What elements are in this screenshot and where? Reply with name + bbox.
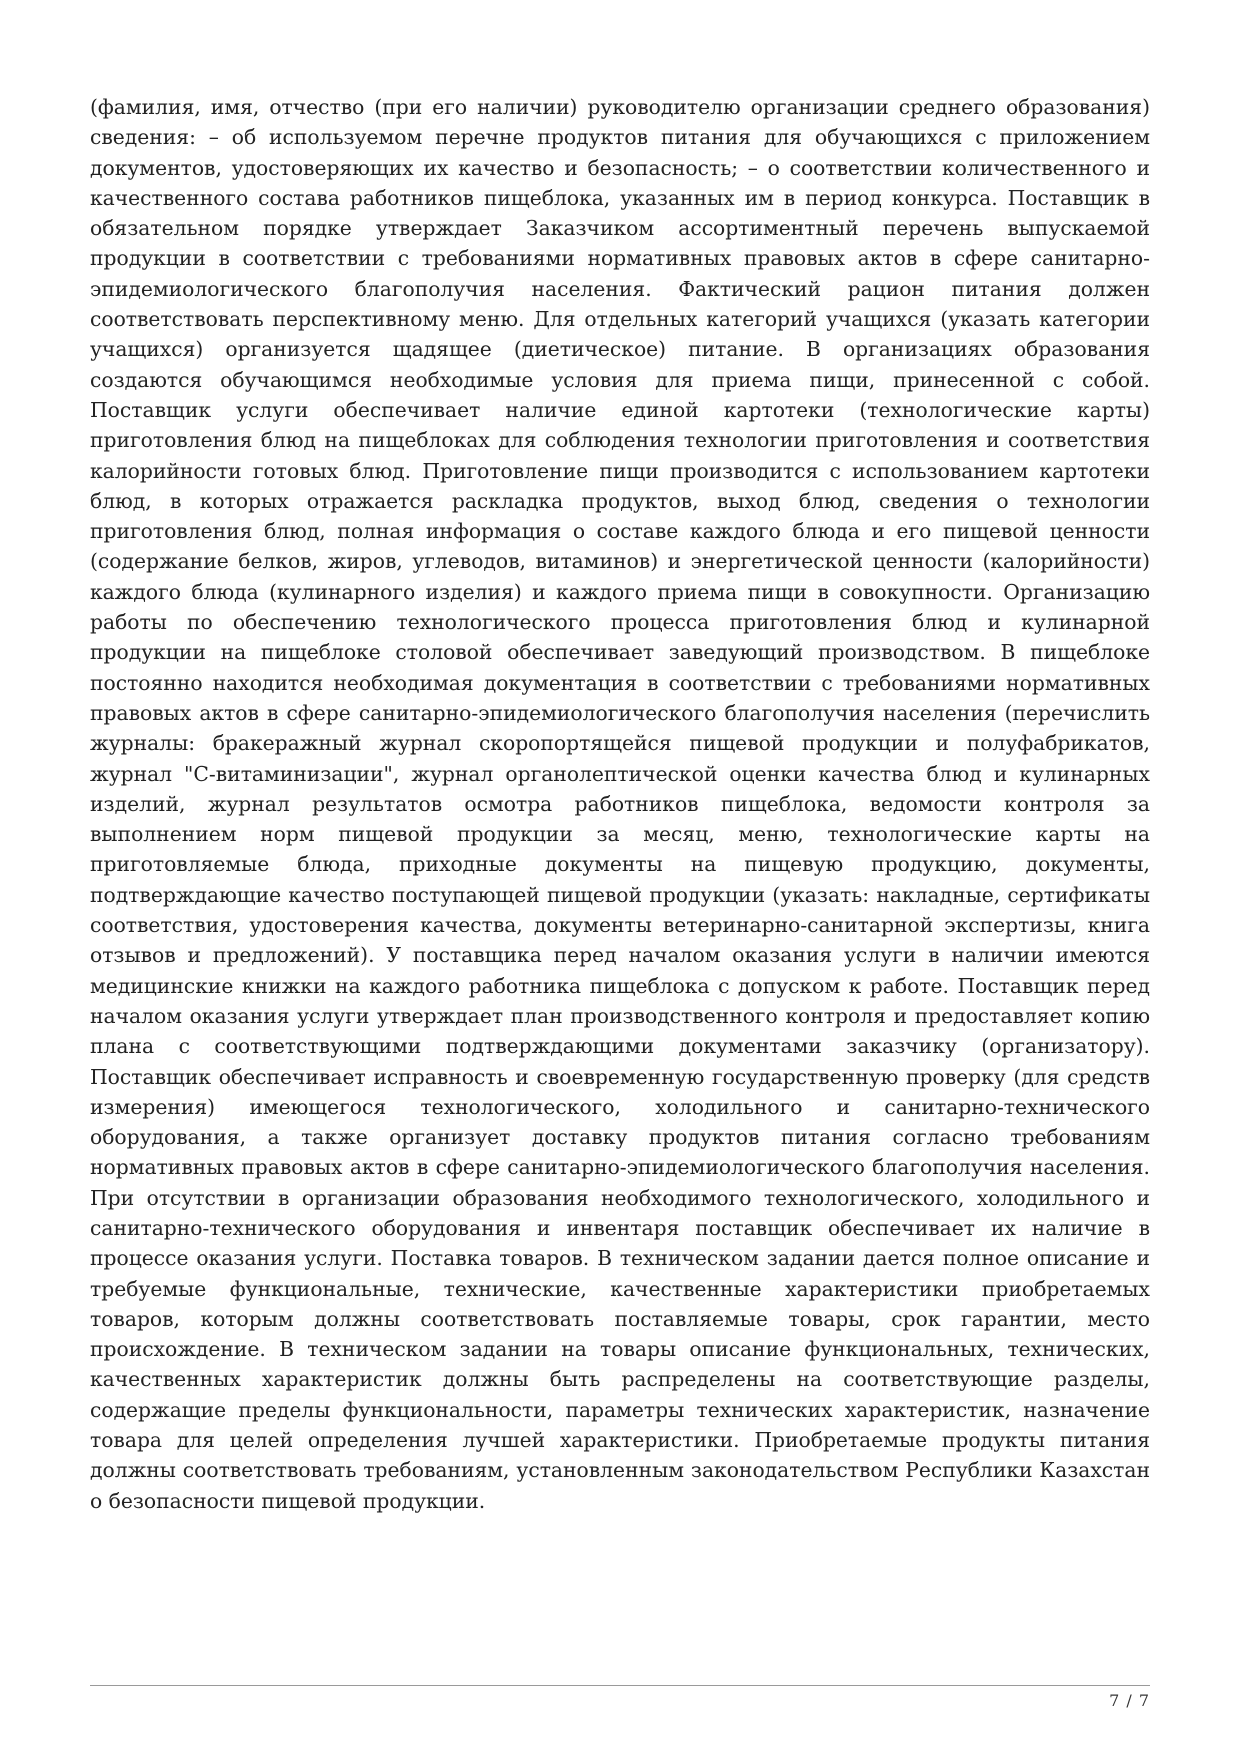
- footer-divider: [90, 1685, 1150, 1686]
- page-number: 7 / 7: [1109, 1691, 1150, 1710]
- body-paragraph: (фамилия, имя, отчество (при его наличии) руководителю организации среднего образования) сведения: – об используемом перечне продуктов питания для обучающихся с приложением документов, удостоверяющих их качество и безопасность; – о соответствии количественного и качественного состава работников пищеблока, указанных им в период конкурса. Поставщик в обязательном порядке утверждает Заказчиком ассортиментный перечень выпускаемой продукции в соответствии с требованиями нормативных правовых актов в сфере санитарно-эпидемиологического благополучия населения. Фактический рацион питания должен соответствовать перспективному меню. Для отдельных категорий учащихся (указать категории учащихся) организуется щадящее (диетическое) питание. В организациях образования создаются обучающимся необходимые условия для приема пищи, принесенной с собой. Поставщик услуги обеспечивает наличие единой картотеки (технологические карты) приготовления блюд на пищеблоках для соблюдения технологии приготовления и соответствия калорийности готовых блюд. Приготовление пищи производится с использованием картотеки блюд, в которых отражается раскладка продуктов, выход блюд, сведения о технологии приготовления блюд, полная информация о составе каждого блюда и его пищевой ценности (содержание белков, жиров, углеводов, витаминов) и энергетической ценности (калорийности) каждого блюда (кулинарного изделия) и каждого приема пищи в совокупности. Организацию работы по обеспечению технологического процесса приготовления блюд и кулинарной продукции на пищеблоке столовой обеспечивает заведующий производством. В пищеблоке постоянно находится необходимая документация в соответствии с требованиями нормативных правовых актов в сфере санитарно-эпидемиологического благополучия населения (перечислить журналы: бракеражный журнал скоропортящейся пищевой продукции и полуфабрикатов, журнал "С-витаминизации", журнал органолептической оценки качества блюд и кулинарных изделий, журнал результатов осмотра работников пищеблока, ведомости контроля за выполнением норм пищевой продукции за месяц, меню, технологические карты на приготовляемые блюда, приходные документы на пищевую продукцию, документы, подтверждающие качество поступающей пищевой продукции (указать: накладные, сертификаты соответствия, удостоверения качества, документы ветеринарно-санитарной экспертизы, книга отзывов и предложений). У поставщика перед началом оказания услуги в наличии имеются медицинские книжки на каждого работника пищеблока с допуском к работе. Поставщик перед началом оказания услуги утверждает план производственного контроля и предоставляет копию плана с соответствующими подтверждающими документами заказчику (организатору). Поставщик обеспечивает исправность и своевременную государственную проверку (для средств измерения) имеющегося технологического, холодильного и санитарно-технического оборудования, а также организует доставку продуктов питания согласно требованиям нормативных правовых актов в сфере санитарно-эпидемиологического благополучия населения. При отсутствии в организации образования необходимого технологического, холодильного и санитарно-технического оборудования и инвентаря поставщик обеспечивает их наличие в процессе оказания услуги. Поставка товаров. В техническом задании дается полное описание и требуемые функциональные, технические, качественные характеристики приобретаемых товаров, которым должны соответствовать поставляемые товары, срок гарантии, место происхождение. В техническом задании на товары описание функциональных, технических, качественных характеристик должны быть распределены на соответствующие разделы, содержащие пределы функциональности, параметры технических характеристик, назначение товара для целей определения лучшей характеристики. Приобретаемые продукты питания должны соответствовать требованиям, установленным законодательством Республики Казахстан о безопасности пищевой продукции.: [90, 95, 1150, 1513]
